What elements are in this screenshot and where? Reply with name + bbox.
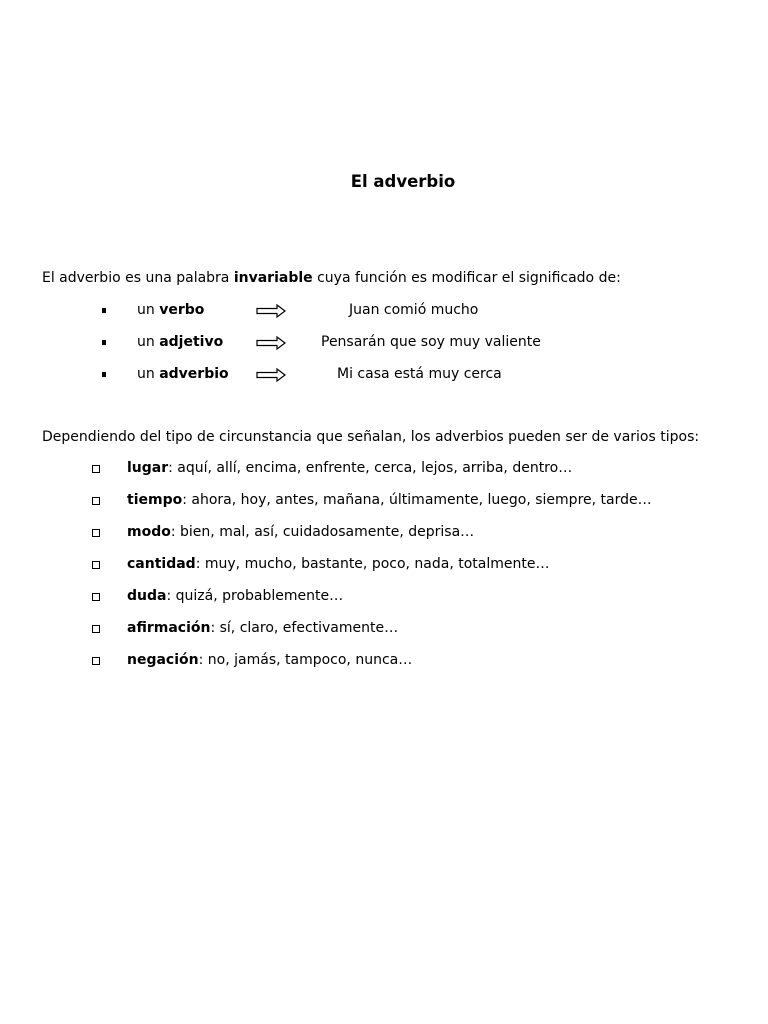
term-prefix: un [137,302,160,318]
checkbox-bullet-icon [92,593,100,601]
modifies-item-verbo [0,302,768,322]
type-text [127,460,572,476]
term-name: adverbio [159,366,229,382]
type-text [127,556,550,572]
intro-bold-word: invariable [233,270,313,286]
modifies-example: Mi casa está muy cerca [337,366,502,382]
modifies-term [137,334,223,350]
intro-text-before: El adverbio es una palabra [42,270,234,286]
type-examples: : aquí, allí, encima, enfrente, cerca, lejos, arriba, dentro… [168,460,573,476]
type-item-duda [0,588,768,608]
bullet-icon [102,340,106,345]
checkbox-bullet-icon [92,625,100,633]
type-item-lugar [0,460,768,480]
type-examples: : bien, mal, así, cuidadosamente, deprisa… [170,524,475,540]
type-text [127,652,412,668]
type-item-afirmacion [0,620,768,640]
checkbox-bullet-icon [92,497,100,505]
modifies-item-adverbio [0,366,768,386]
double-arrow-right-icon [256,336,286,350]
type-item-cantidad [0,556,768,576]
type-text [127,588,343,604]
type-name: afirmación [127,620,211,636]
checkbox-bullet-icon [92,465,100,473]
type-examples: : muy, mucho, bastante, poco, nada, totalmente… [195,556,550,572]
intro-sentence [42,270,621,286]
type-item-tiempo [0,492,768,512]
type-name: negación [127,652,199,668]
type-text [127,524,474,540]
type-name: modo [127,524,171,540]
type-examples: : no, jamás, tampoco, nunca… [198,652,413,668]
checkbox-bullet-icon [92,529,100,537]
term-name: adjetivo [159,334,224,350]
type-item-modo [0,524,768,544]
type-name: cantidad [127,556,196,572]
bullet-icon [102,308,106,313]
type-name: tiempo [127,492,183,508]
type-text [127,620,398,636]
modifies-example: Pensarán que soy muy valiente [321,334,541,350]
types-intro: Dependiendo del tipo de circunstancia que señalan, los adverbios pueden ser de varios tipos: [42,429,700,445]
bullet-icon [102,372,106,377]
modifies-term [137,366,229,382]
modifies-example: Juan comió mucho [349,302,479,318]
type-examples: : quizá, probablemente… [166,588,344,604]
page-title: El adverbio [350,172,456,191]
type-examples: : ahora, hoy, antes, mañana, últimamente, luego, siempre, tarde… [182,492,652,508]
term-prefix: un [137,334,160,350]
modifies-term [137,302,204,318]
type-name: lugar [127,460,169,476]
double-arrow-right-icon [256,368,286,382]
type-item-negacion [0,652,768,672]
intro-text-after: cuya función es modificar el significado de: [312,270,621,286]
type-text [127,492,652,508]
double-arrow-right-icon [256,304,286,318]
term-name: verbo [159,302,205,318]
type-name: duda [127,588,167,604]
term-prefix: un [137,366,160,382]
type-examples: : sí, claro, efectivamente… [210,620,399,636]
checkbox-bullet-icon [92,657,100,665]
modifies-item-adjetivo [0,334,768,354]
checkbox-bullet-icon [92,561,100,569]
